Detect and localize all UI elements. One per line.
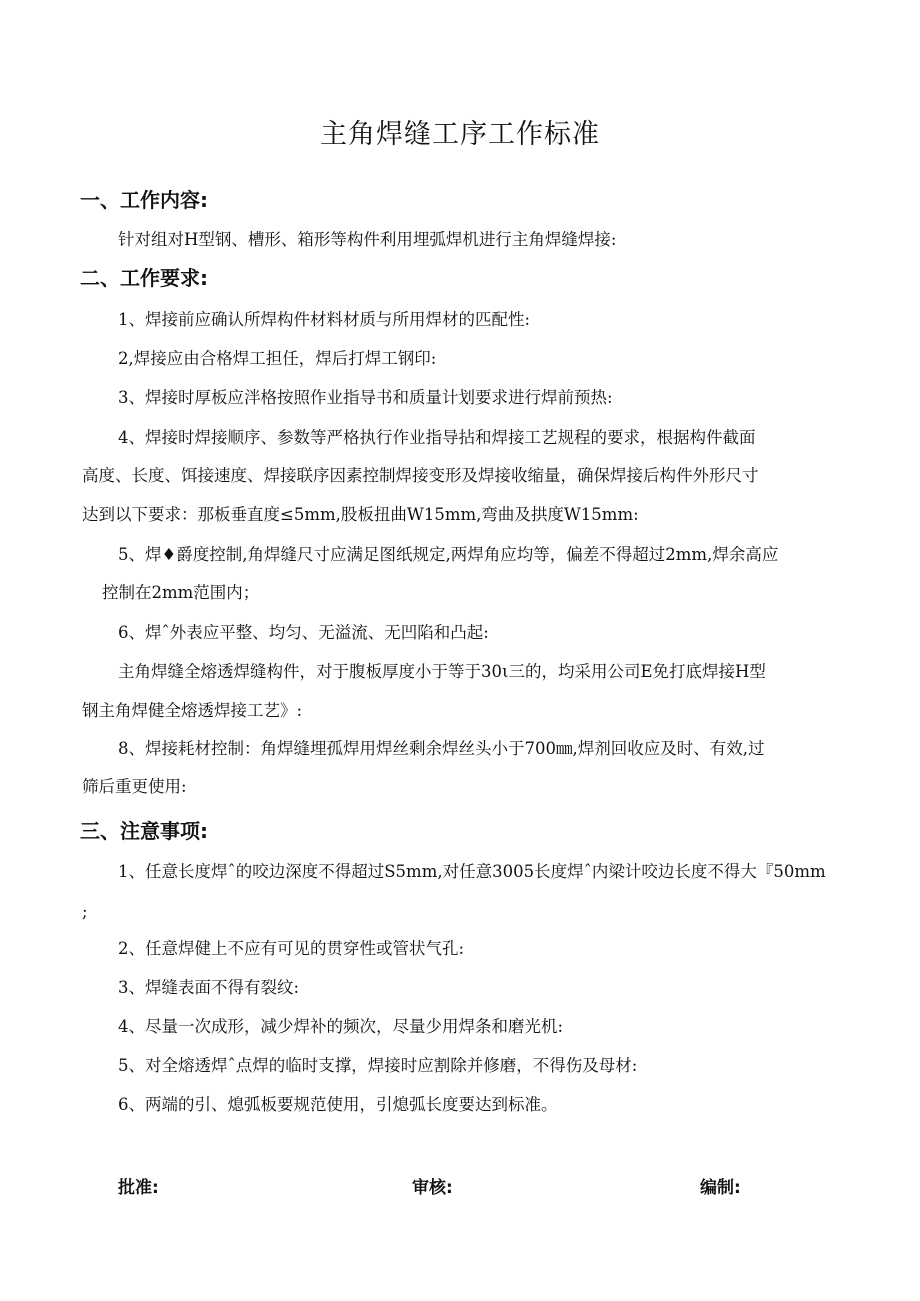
note-item-2: 2、任意焊健上不应有可见的贯穿性或管状气孔: (118, 939, 465, 958)
note-item-6: 6、两端的引、熄弧板要规范使用，引熄弧长度要达到标准。 (118, 1095, 558, 1114)
section-heading-work-requirements: 二、工作要求: (80, 266, 208, 290)
work-content-text: 针对组对H型钢、槽形、箱形等构件利用埋弧焊机进行主角焊缝焊接: (118, 230, 617, 249)
section-heading-work-content: 一、工作内容: (80, 188, 208, 212)
note-item-1-line-1: 1、任意长度焊ˆ的咬边深度不得超过S5mm,对任意3005长度焊ˆ内梁计咬边长度不得大『50mm (118, 862, 826, 881)
requirement-item-7-line-2: 钢主角焊健全熔透焊接工艺》: (82, 701, 303, 720)
requirement-item-7-line-1: 主角焊缝全熔透焊缝构件，对于腹板厚度小于等于30ι三的，均采用公司E免打底焊接H型 (118, 662, 766, 681)
requirement-item-5-line-2: 控制在2mm范围内； (102, 583, 260, 602)
section-heading-notes: 三、注意事项: (80, 819, 208, 843)
note-item-3: 3、焊缝表面不得有裂纹: (118, 978, 300, 997)
note-item-5: 5、对全熔透焊ˆ点焊的临时支撑，焊接时应割除并修磨，不得伤及母材: (118, 1056, 638, 1075)
signature-approve-label: 批准: (118, 1178, 159, 1198)
requirement-item-4-line-2: 高度、长度、饵接速度、焊接联序因素控制焊接变形及焊接收缩量，确保焊接后构件外形尺寸 (82, 466, 759, 485)
note-item-1-line-2: ; (82, 902, 88, 921)
requirement-item-5-line-1: 5、焊♦爵度控制,角焊缝尺寸应满足图纸规定,两焊角应均等，偏差不得超过2mm,焊余高应 (118, 545, 779, 564)
signature-review-label: 审核: (412, 1178, 453, 1198)
requirement-item-6: 6、焊ˆ外表应平整、均匀、无溢流、无凹陷和凸起: (118, 623, 489, 642)
document-title: 主角焊缝工序工作标准 (320, 119, 600, 150)
requirement-item-2: 2,焊接应由合格焊工担任，焊后打焊工钢印: (118, 349, 437, 368)
note-item-4: 4、尽量一次成形，减少焊补的频次，尽量少用焊条和磨光机: (118, 1017, 564, 1036)
requirement-item-4-line-3: 达到以下要求：那板垂直度≤5mm,股板扭曲W15mm,弯曲及拱度W15mm: (82, 505, 639, 524)
requirement-item-8-line-1: 8、焊接耗材控制：角焊缝埋孤焊用焊丝剩余焊丝头小于700㎜,焊剂回收应及时、有效,过 (118, 739, 765, 758)
requirement-item-1: 1、焊接前应确认所焊构件材料材质与所用焊材的匹配性: (118, 310, 531, 329)
signature-compile-label: 编制: (700, 1178, 741, 1198)
requirement-item-4-line-1: 4、焊接时焊接顺序、参数等严格执行作业指导拈和焊接工艺规程的要求，根据构件截面 (118, 428, 756, 447)
requirement-item-8-line-2: 筛后重更使用: (82, 777, 187, 796)
requirement-item-3: 3、焊接时厚板应泮格按照作业指导书和质量计划要求进行焊前预热: (118, 388, 613, 407)
